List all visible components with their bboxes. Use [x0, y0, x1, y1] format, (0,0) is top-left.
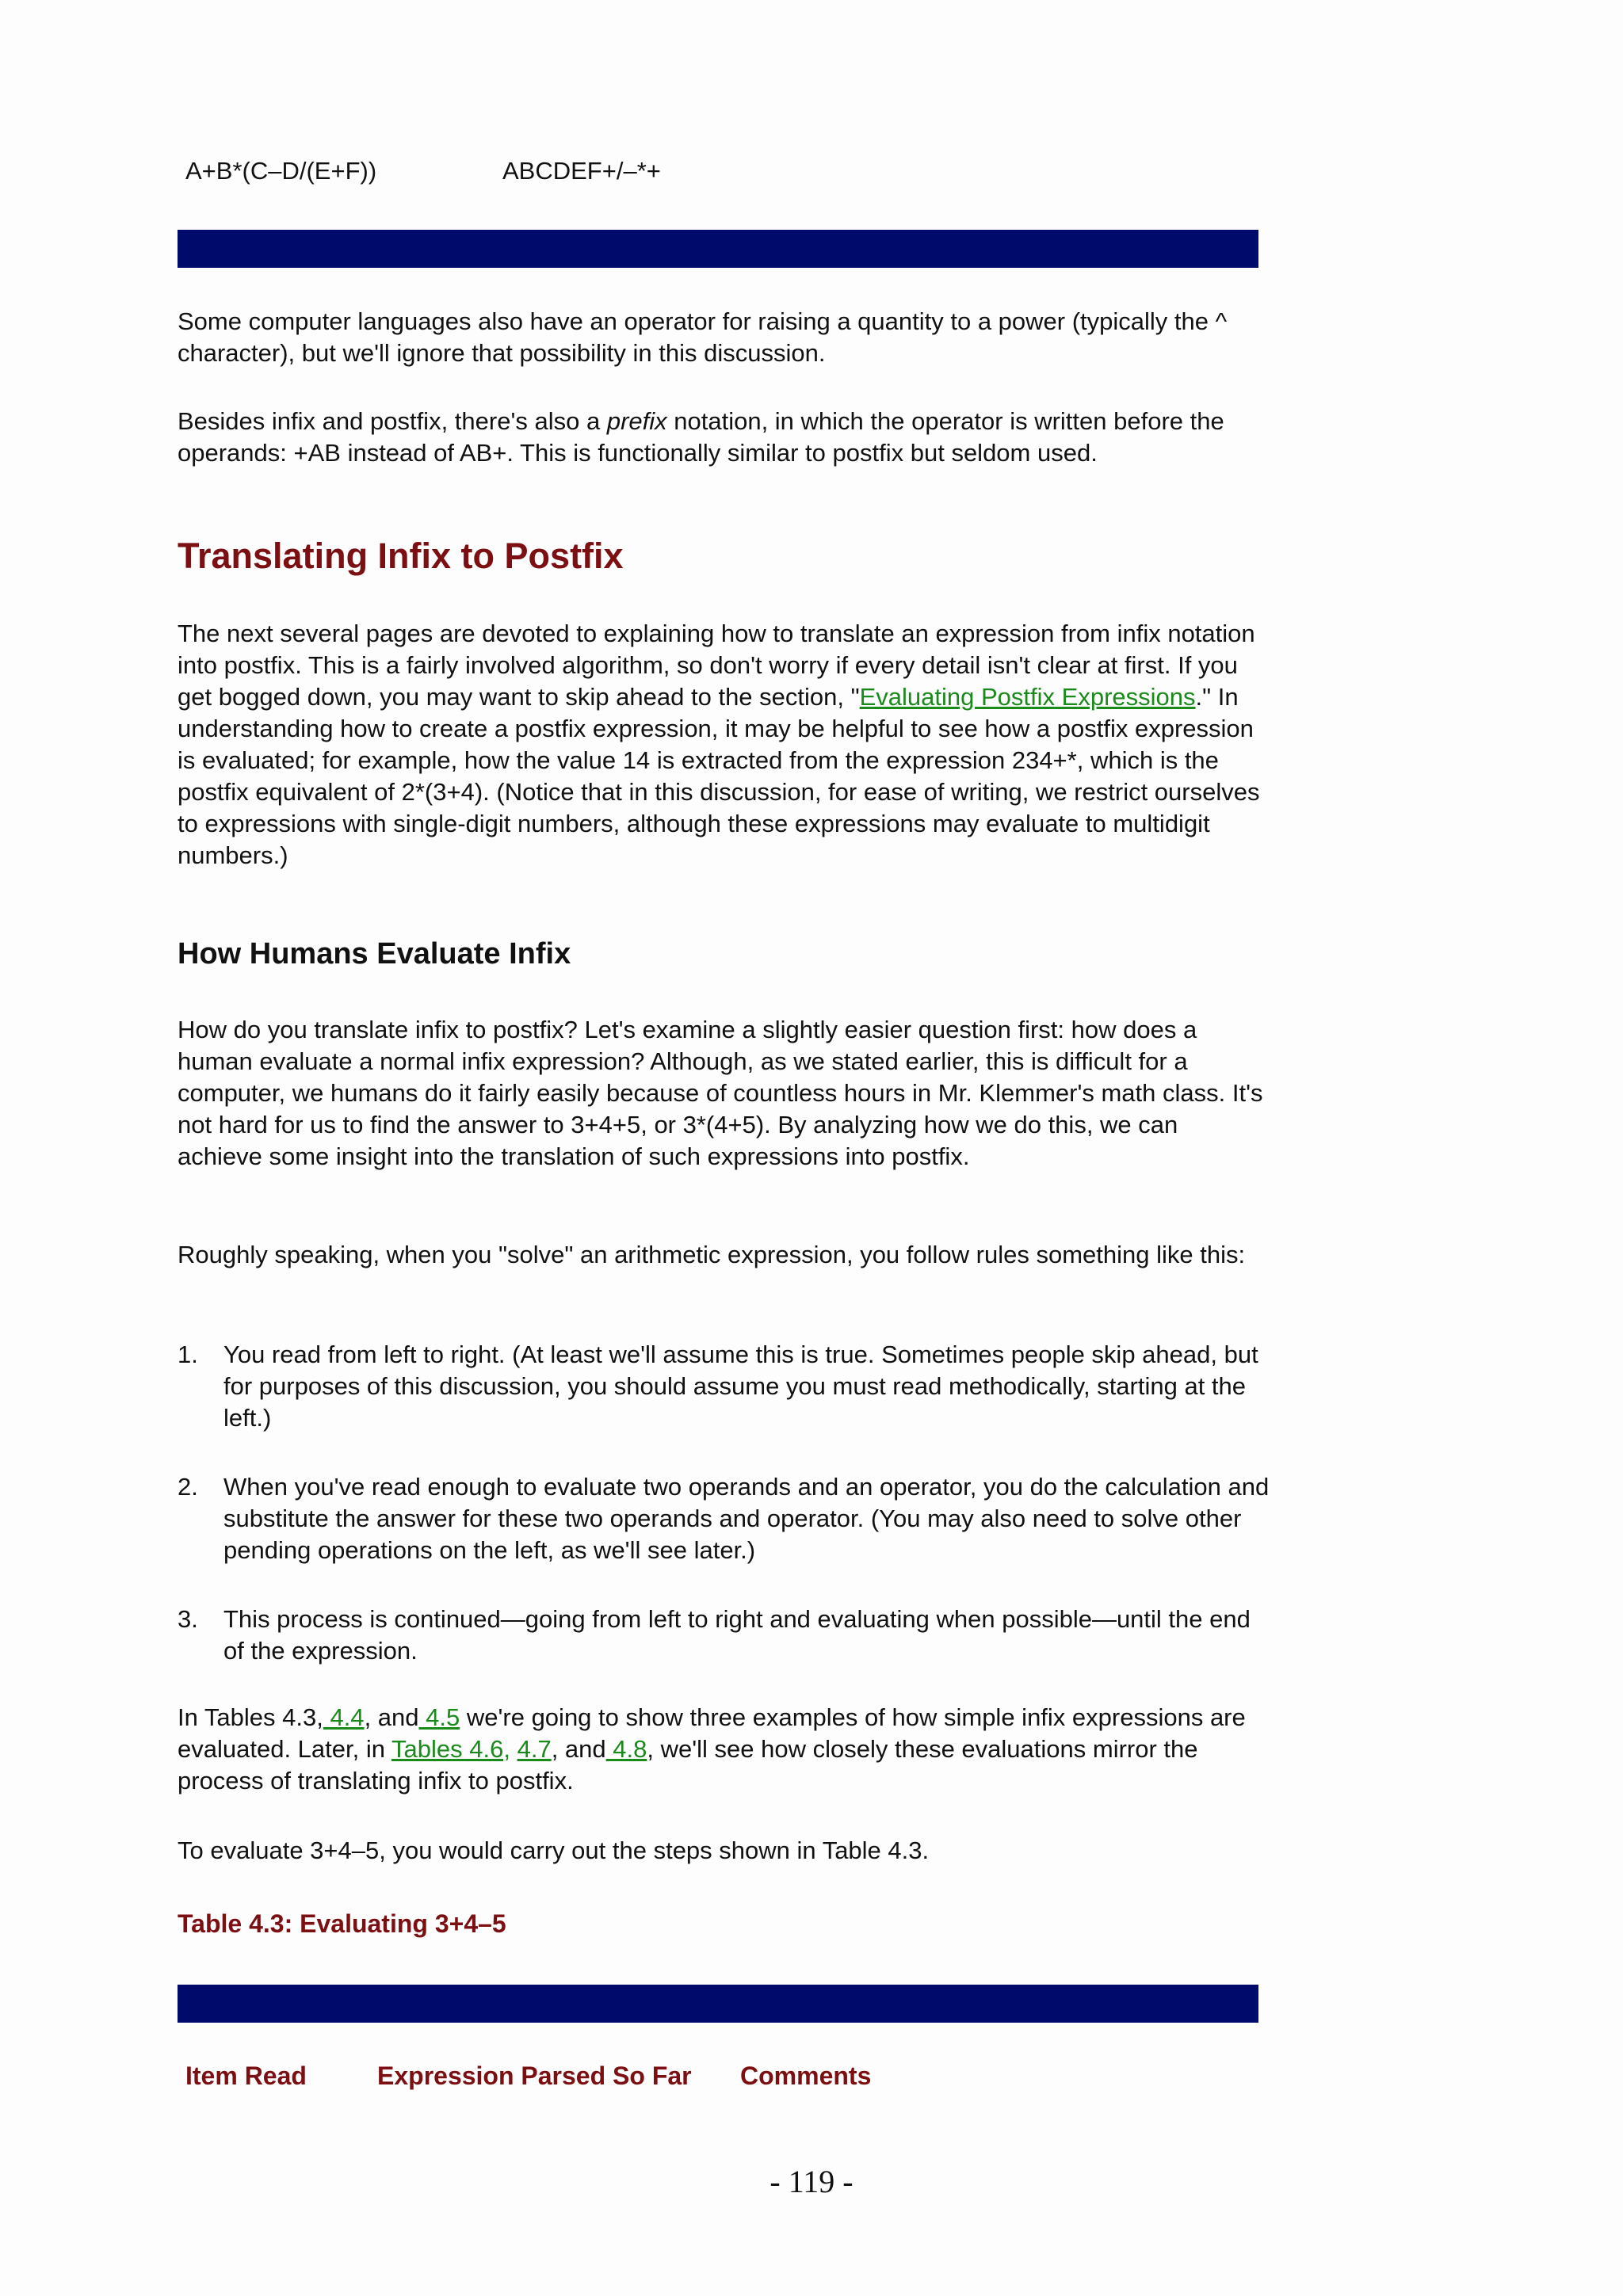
text-span: , and	[551, 1735, 606, 1763]
table-divider-bar	[178, 230, 1258, 268]
list-number: 1.	[178, 1341, 198, 1368]
list-number: 2.	[178, 1473, 198, 1501]
list-item	[178, 1471, 1271, 1566]
text-span: we're going to show three examples of how simple infix expressions are evaluated. Later, in	[178, 1703, 1246, 1763]
table-caption: Table 4.3: Evaluating 3+4–5	[178, 1909, 506, 1938]
page-number: - 119 -	[769, 2164, 854, 2199]
table-divider-bar	[178, 1985, 1258, 2023]
table-4-8-link[interactable]: 4.8	[605, 1735, 647, 1763]
tables-reference-paragraph	[178, 1702, 1263, 1797]
text-span: ." In understanding how to create a postfix expression, it may be helpful to see how a postfix expression is evaluated; for example, how the value 14 is extracted from the expression 234+*, which is the postfix equivalent of 2*(3+4). (Notice that in this discussion, for ease of writing, we restrict ourselves to expressions with single-digit numbers, although these expressions may evaluate to multidigit numbers.)	[178, 683, 1260, 869]
text-span: The next several pages are devoted to explaining how to translate an expression from infix notation into postfix. This is a fairly involved algorithm, so don't worry if every detail isn't clear at first. If you get bogged down, you may want to skip ahead to the section, "	[178, 620, 1255, 711]
subsection-heading: How Humans Evaluate Infix	[178, 937, 571, 971]
infix-example: A+B*(C–D/(E+F))	[185, 157, 377, 185]
postfix-example: ABCDEF+/–*+	[502, 157, 661, 185]
text-span: In Tables 4.3,	[178, 1703, 323, 1731]
prefix-notation-paragraph	[178, 406, 1263, 469]
human-evaluation-paragraph: How do you translate infix to postfix? Let's examine a slightly easier question first: how does a human evaluate a normal infix expression? Although, as we stated earlier, this is difficult for a computer, we humans do it fairly easily because of countless hours in Mr. Klemmer's math class. It's not hard for us to find the answer to 3+4+5, or 3*(4+5). By analyzing how we do this, we can achieve some insight into the translation of such expressions into postfix.	[178, 1016, 1263, 1170]
prefix-emphasis: prefix	[606, 407, 667, 435]
text-span: notation, in which the operator is written before the operands: +AB instead of AB+. This is functionally similar to postfix but seldom used.	[178, 407, 1224, 467]
column-header-item-read: Item Read	[185, 2061, 307, 2090]
table-4-6-link[interactable]: Tables 4.6,	[391, 1735, 510, 1763]
evaluating-postfix-link[interactable]: Evaluating Postfix Expressions	[859, 683, 1196, 711]
text-span: , we'll see how closely these evaluations mirror the process of translating infix to postfix.	[178, 1735, 1198, 1794]
section-heading: Translating Infix to Postfix	[178, 536, 624, 576]
rules-intro-paragraph: Roughly speaking, when you "solve" an arithmetic expression, you follow rules something like this:	[178, 1241, 1246, 1268]
list-item	[178, 1604, 1271, 1667]
table-4-7-link[interactable]: 4.7	[517, 1735, 552, 1763]
column-header-expression: Expression Parsed So Far	[377, 2061, 692, 2090]
rules-list	[178, 1339, 1271, 1667]
list-item-text: When you've read enough to evaluate two operands and an operator, you do the calculation and substitute the answer for these two operands and operator. (You may also need to solve other pending operations on the left, as we'll see later.)	[223, 1473, 1270, 1564]
section-intro-paragraph	[178, 618, 1263, 871]
power-operator-paragraph: Some computer languages also have an operator for raising a quantity to a power (typically the ^ character), but we'll ignore that possibility in this discussion.	[178, 307, 1228, 367]
list-item-text: This process is continued—going from left to right and evaluating when possible—until the end of the expression.	[223, 1605, 1251, 1665]
text-span	[510, 1735, 517, 1763]
table-4-5-link[interactable]: 4.5	[418, 1703, 460, 1731]
text-span: , and	[364, 1703, 419, 1731]
list-item	[178, 1339, 1271, 1434]
list-item-text: You read from left to right. (At least we'll assume this is true. Sometimes people skip ahead, but for purposes of this discussion, you should assume you must read methodically, starting at the left.)	[223, 1341, 1258, 1432]
evaluate-instruction-paragraph: To evaluate 3+4–5, you would carry out the steps shown in Table 4.3.	[178, 1836, 930, 1864]
column-header-comments: Comments	[740, 2061, 872, 2090]
text-span: Besides infix and postfix, there's also a	[178, 407, 607, 435]
table-4-4-link[interactable]: 4.4	[323, 1703, 365, 1731]
list-number: 3.	[178, 1605, 198, 1633]
